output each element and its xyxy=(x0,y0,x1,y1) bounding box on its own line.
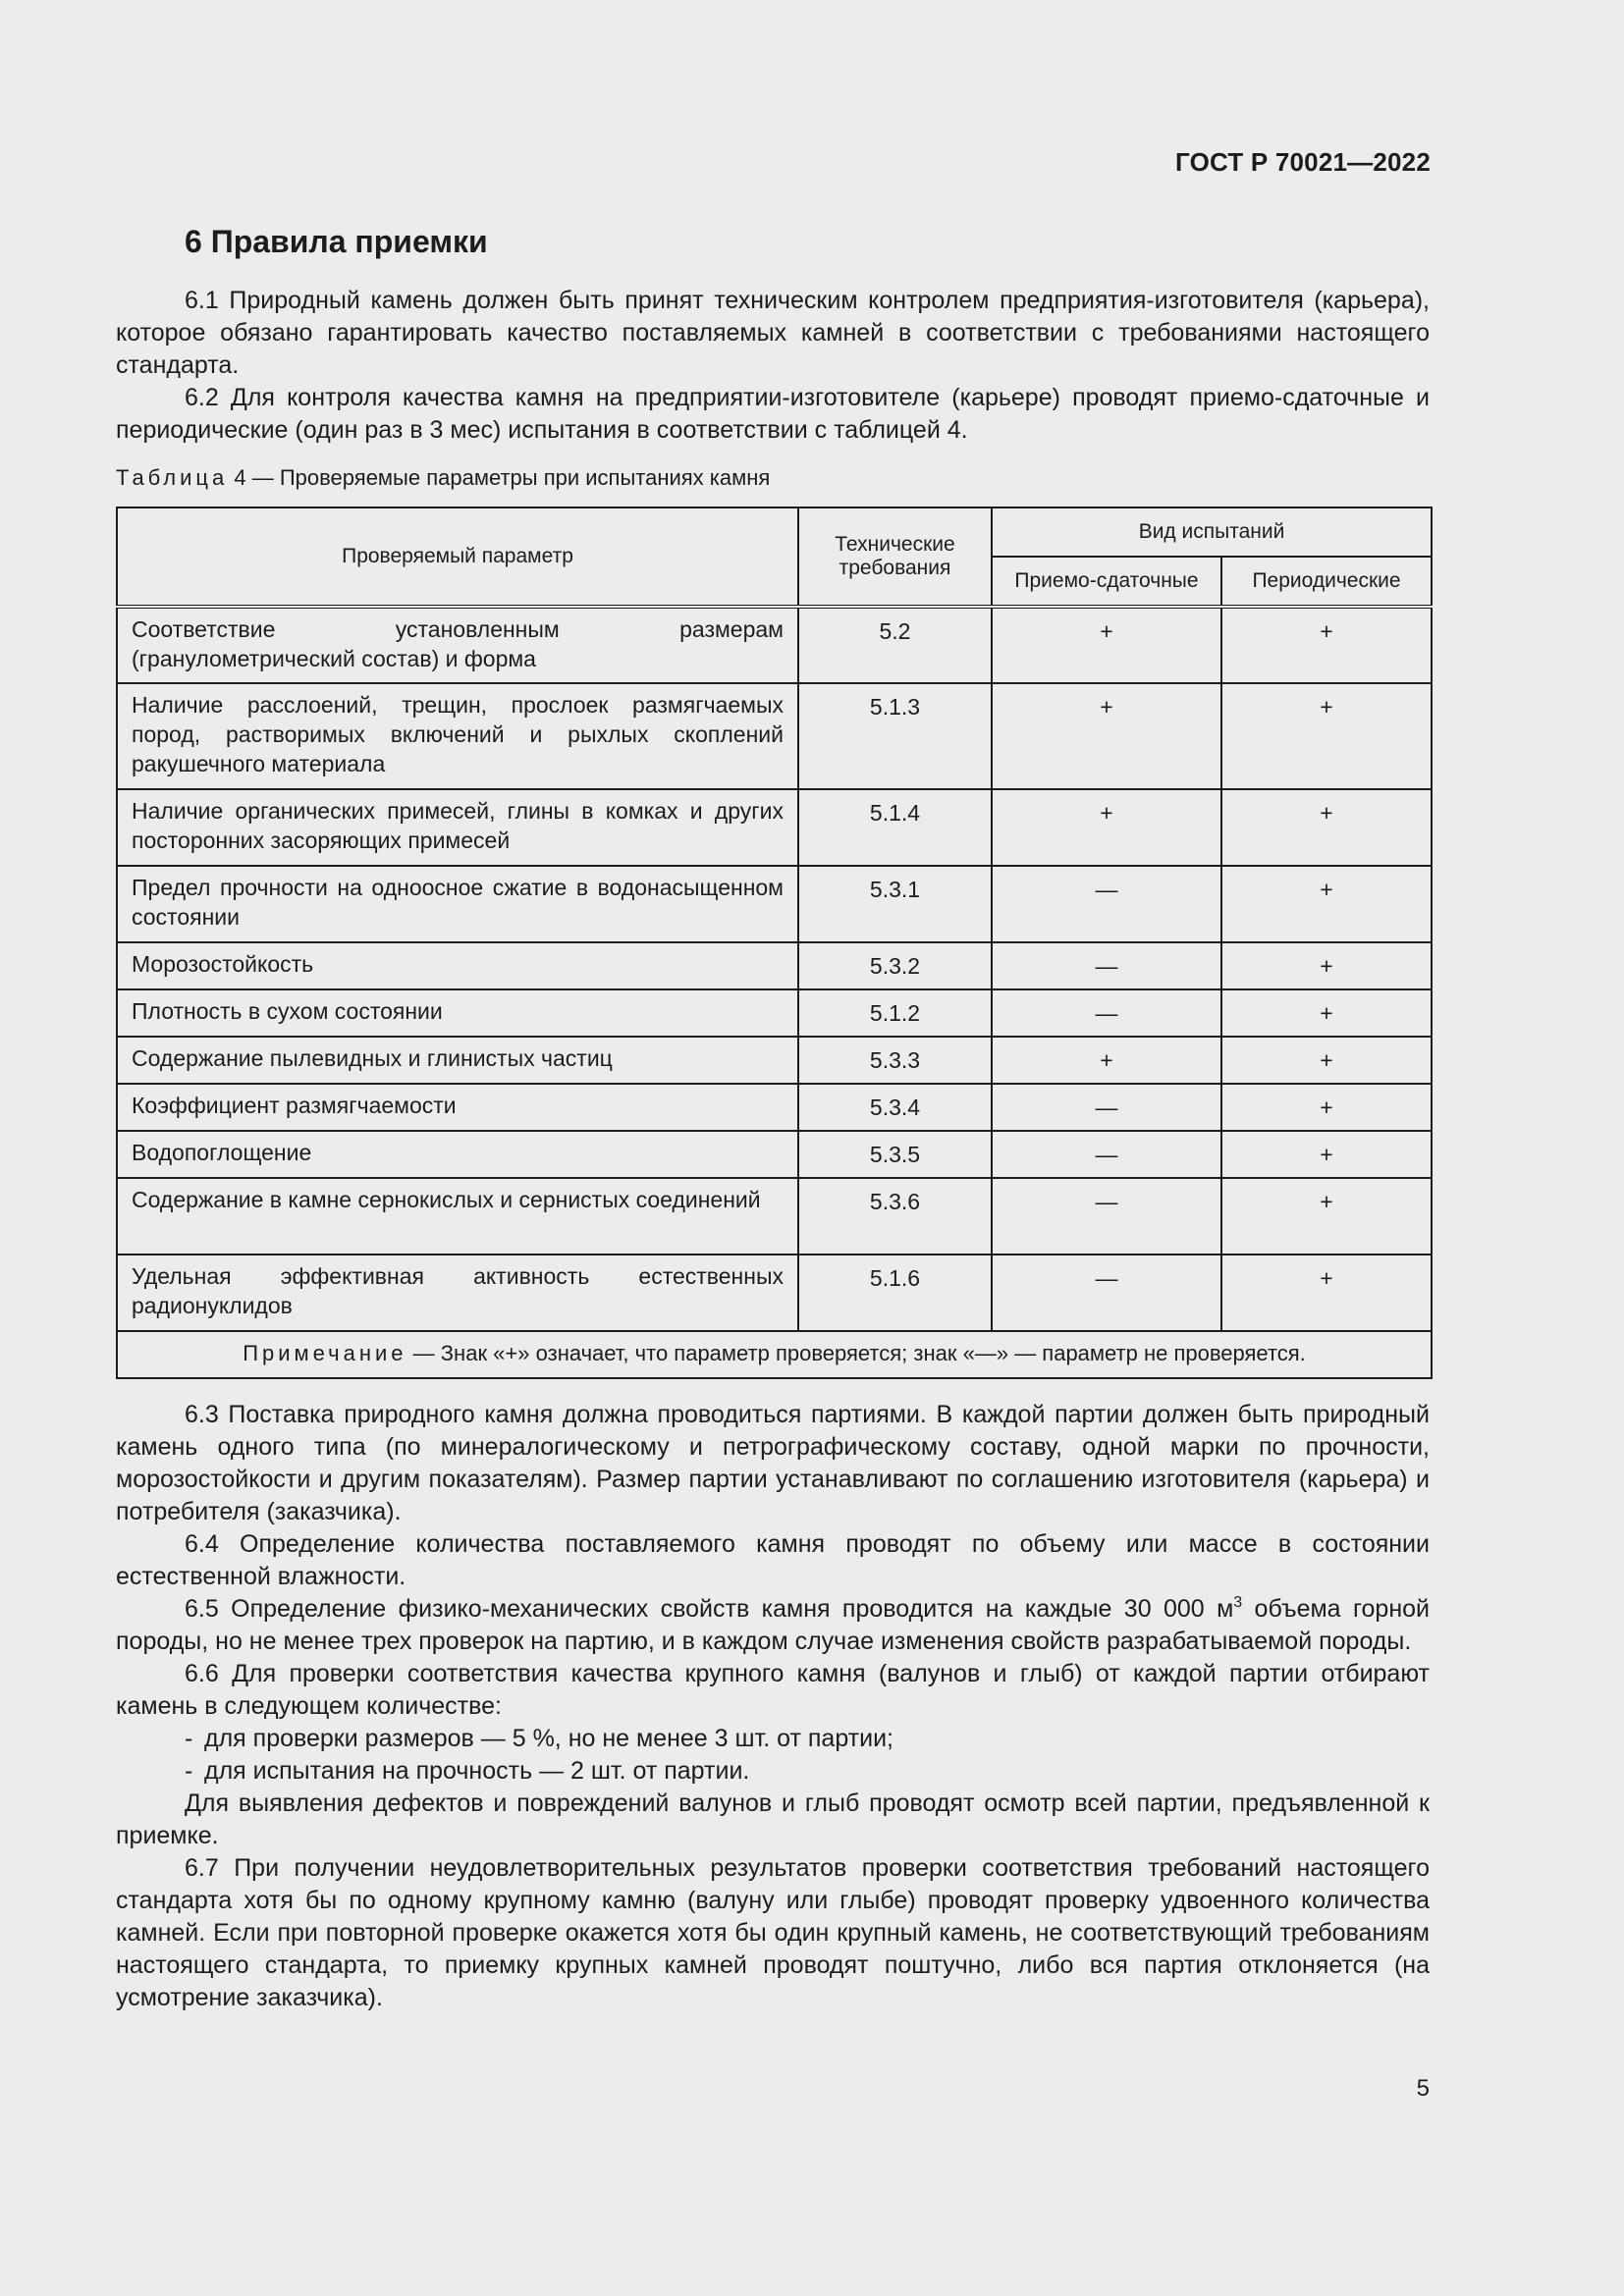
row-param: Водопоглощение xyxy=(117,1131,798,1178)
row-requirement: 5.1.3 xyxy=(798,683,992,789)
row-acceptance: — xyxy=(992,942,1221,989)
row-periodic: + xyxy=(1221,607,1432,683)
header-periodic: Периодические xyxy=(1221,557,1432,607)
paragraph-6-5 xyxy=(116,1593,1430,1658)
row-requirement: 5.3.4 xyxy=(798,1084,992,1131)
table-row xyxy=(117,789,1432,866)
row-periodic: + xyxy=(1221,989,1432,1037)
paragraph-6-7: 6.7 При получении неудовлетворительных результатов проверки соответствия требований настоящего стандарта хотя бы по одному крупному камню (валуну или глыбе) проводят проверку удвоенного количества камней. Если при повторной проверке окажется хотя бы один крупный камень, не соответствующий требованиям настоящего стандарта, то приемку крупных камней проводят поштучно, либо вся партия отклоняется (на усмотрение заказчика). xyxy=(116,1854,1430,2011)
table-note xyxy=(117,1331,1432,1378)
body-text xyxy=(116,1399,1430,2014)
table-row xyxy=(117,866,1432,942)
list-dash: - xyxy=(185,1757,193,1785)
row-periodic: + xyxy=(1221,1131,1432,1178)
row-requirement: 5.3.5 xyxy=(798,1131,992,1178)
table-row xyxy=(117,683,1432,789)
row-requirement: 5.3.1 xyxy=(798,866,992,942)
header-test-kind: Вид испытаний xyxy=(992,507,1432,557)
table-row xyxy=(117,989,1432,1037)
table-row xyxy=(117,1178,1432,1255)
table-row xyxy=(117,1255,1432,1331)
section-title: 6 Правила приемки xyxy=(185,224,488,259)
row-acceptance: — xyxy=(992,1084,1221,1131)
row-requirement: 5.2 xyxy=(798,607,992,683)
row-acceptance: + xyxy=(992,683,1221,789)
table-note-row xyxy=(117,1331,1432,1378)
list-item xyxy=(116,1723,1430,1755)
row-acceptance: + xyxy=(992,789,1221,866)
row-periodic: + xyxy=(1221,1037,1432,1084)
row-param: Наличие органических примесей, глины в комках и других посторонних засоряющих примесей xyxy=(117,789,798,866)
paragraph-6-1: 6.1 Природный камень должен быть принят техническим контролем предприятия-изготовителя (карьера), которое обязано гарантировать качество поставляемых камней в соответствии с требованиями настоящего стандарта. xyxy=(116,287,1430,379)
table-row xyxy=(117,607,1432,683)
row-param: Соответствие установленным размерам (гранулометрический состав) и форма xyxy=(117,607,798,683)
table-caption-prefix: Таблица xyxy=(116,465,229,490)
table-row xyxy=(117,1084,1432,1131)
row-requirement: 5.3.6 xyxy=(798,1178,992,1255)
row-periodic: + xyxy=(1221,942,1432,989)
row-acceptance: + xyxy=(992,607,1221,683)
row-periodic: + xyxy=(1221,789,1432,866)
parameters-table xyxy=(116,507,1433,1379)
table-row xyxy=(117,1037,1432,1084)
row-param: Предел прочности на одноосное сжатие в водонасыщенном состоянии xyxy=(117,866,798,942)
row-requirement: 5.3.3 xyxy=(798,1037,992,1084)
table-note-prefix: Примечание xyxy=(243,1341,407,1365)
row-param: Содержание в камне сернокислых и сернистых соединений xyxy=(117,1178,798,1255)
row-requirement: 5.1.6 xyxy=(798,1255,992,1331)
paragraph-6-6-continued: Для выявления дефектов и повреждений валунов и глыб проводят осмотр всей партии, предъявленной к приемке. xyxy=(116,1789,1430,1849)
row-param: Наличие расслоений, трещин, прослоек размягчаемых пород, растворимых включений и рыхлых скоплений ракушечного материала xyxy=(117,683,798,789)
document-code: ГОСТ Р 70021—2022 xyxy=(1175,147,1431,177)
row-acceptance: — xyxy=(992,1255,1221,1331)
page-number: 5 xyxy=(1416,2075,1430,2102)
paragraph-6-5-after: объема горной породы, но не менее трех проверок на партию, и в каждом случае изменения свойств разрабатываемой породы. xyxy=(116,1595,1430,1655)
row-periodic: + xyxy=(1221,1084,1432,1131)
row-acceptance: + xyxy=(992,1037,1221,1084)
row-periodic: + xyxy=(1221,1178,1432,1255)
list-item-text: для испытания на прочность — 2 шт. от партии. xyxy=(204,1757,750,1785)
paragraph-6-6: 6.6 Для проверки соответствия качества крупного камня (валунов и глыб) от каждой партии отбирают камень в следующем количестве: xyxy=(116,1660,1430,1720)
row-param: Плотность в сухом состоянии xyxy=(117,989,798,1037)
row-acceptance: — xyxy=(992,1131,1221,1178)
row-param: Содержание пылевидных и глинистых частиц xyxy=(117,1037,798,1084)
row-acceptance: — xyxy=(992,866,1221,942)
paragraph-6-2: 6.2 Для контроля качества камня на предприятии-изготовителе (карьере) проводят приемо-сдаточные и периодические (один раз в 3 мес) испытания в соответствии с таблицей 4. xyxy=(116,384,1430,444)
table-row xyxy=(117,1131,1432,1178)
intro-text xyxy=(116,285,1430,447)
paragraph-6-3: 6.3 Поставка природного камня должна проводиться партиями. В каждой партии должен быть природный камень одного типа (по минералогическому и петрографическому составу, одной марки по прочности, морозостойкости и другим показателям). Размер партии устанавливают по соглашению изготовителя (карьера) и потребителя (заказчика). xyxy=(116,1401,1430,1525)
row-acceptance: — xyxy=(992,1178,1221,1255)
row-acceptance: — xyxy=(992,989,1221,1037)
row-periodic: + xyxy=(1221,683,1432,789)
row-param: Морозостойкость xyxy=(117,942,798,989)
table-caption xyxy=(116,465,770,491)
paragraph-6-4: 6.4 Определение количества поставляемого камня проводят по объему или массе в состоянии естественной влажности. xyxy=(116,1530,1430,1590)
table-row xyxy=(117,942,1432,989)
table-note-text: — Знак «+» означает, что параметр проверяется; знак «—» — параметр не проверяется. xyxy=(406,1341,1306,1365)
list-dash: - xyxy=(185,1725,193,1752)
row-param: Коэффициент размягчаемости xyxy=(117,1084,798,1131)
row-periodic: + xyxy=(1221,866,1432,942)
row-requirement: 5.1.2 xyxy=(798,989,992,1037)
row-requirement: 5.1.4 xyxy=(798,789,992,866)
paragraph-6-5-before: 6.5 Определение физико-механических свойств камня проводится на каждые 30 000 м xyxy=(185,1595,1234,1623)
list-item-text: для проверки размеров — 5 %, но не менее 3 шт. от партии; xyxy=(204,1725,894,1752)
header-acceptance: Приемо-сдаточные xyxy=(992,557,1221,607)
header-requirements: Технические требования xyxy=(798,507,992,607)
row-requirement: 5.3.2 xyxy=(798,942,992,989)
cubic-superscript: 3 xyxy=(1233,1594,1243,1611)
table-caption-text: 4 — Проверяемые параметры при испытаниях камня xyxy=(228,465,771,490)
row-param: Удельная эффективная активность естественных радионуклидов xyxy=(117,1255,798,1331)
list-item xyxy=(116,1755,1430,1788)
row-periodic: + xyxy=(1221,1255,1432,1331)
header-param: Проверяемый параметр xyxy=(117,507,798,607)
